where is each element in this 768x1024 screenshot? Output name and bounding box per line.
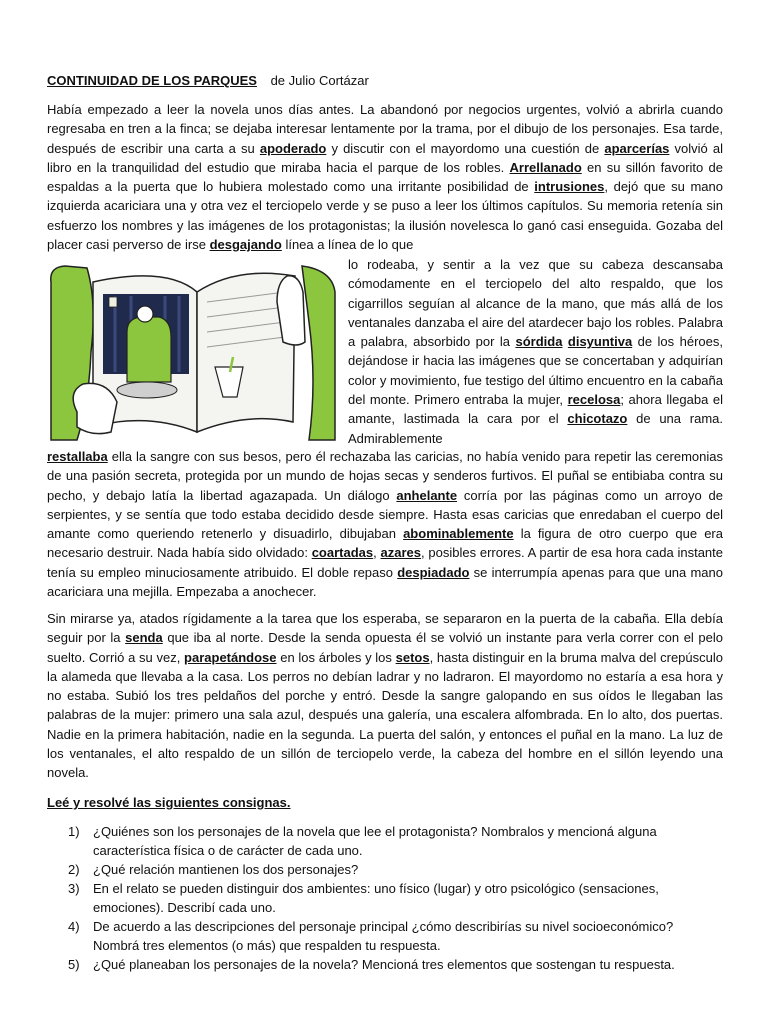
vocab-word: desgajando xyxy=(209,237,282,253)
question-item xyxy=(47,860,723,879)
vocab-word: abominablemente xyxy=(403,526,514,542)
paragraph-1 xyxy=(47,100,723,254)
body-text: y discutir con el mayordomo una cuestión de xyxy=(326,140,605,156)
vocab-word: parapetándose xyxy=(184,649,277,665)
question-number: 4) xyxy=(68,919,80,934)
body-text: , posibles errores. A partir de esa hora cada instante tenía su empleo minuciosamente atribuido. El doble repaso xyxy=(47,545,723,580)
body-text: que iba al norte. Desde la senda opuesta él se volvió un instante para verla correr con el pelo suelto. Corrió a su vez, xyxy=(47,630,723,665)
vocab-word: anhelante xyxy=(396,487,458,503)
vocab-word: azares xyxy=(380,545,421,561)
body-text: de los héroes, dejándose ir hacia las imágenes que se concertaban y adquirían color y movimiento, fue testigo del último encuentro en la cabaña del monte. Primero entraba la mujer, xyxy=(348,334,723,408)
vocab-word: recelosa xyxy=(567,392,621,408)
body-text: se interrumpía apenas para que una mano acariciara una mejilla. Empezaba a anochecer. xyxy=(47,564,723,600)
vocab-word: chicotazo xyxy=(567,411,628,427)
vocab-word: intrusiones xyxy=(534,179,605,195)
vocab-word: disyuntiva xyxy=(567,334,633,350)
question-number: 2) xyxy=(68,862,80,877)
reading-illustration xyxy=(47,262,337,442)
title-line xyxy=(47,72,369,90)
vocab-word: despiadado xyxy=(397,564,470,580)
questions-list xyxy=(47,822,723,974)
body-text: en los árboles y los xyxy=(276,649,396,665)
question-text: ¿Quiénes son los personajes de la novela que lee el protagonista? Nombralos y mencioná alguna característica física o de carácter de cada uno. xyxy=(93,824,657,858)
body-text: corría por las páginas como un arroyo de serpientes, y se sentía que todo estaba decidido desde siempre. Hasta esas caricias que enredaban el cuerpo del amante como queriendo retenerlo y disuadirlo, dibujaban xyxy=(47,487,723,542)
question-text: ¿Qué relación mantienen los dos personajes? xyxy=(93,862,359,877)
question-item xyxy=(47,822,723,860)
paragraph-2 xyxy=(47,609,723,783)
story-author: de Julio Cortázar xyxy=(270,73,369,88)
body-text: en su sillón favorito de espaldas a la puerta que lo hubiera molestado como una irritante posibilidad de xyxy=(47,159,723,195)
body-text: ella la sangre con sus besos, pero él rechazaba las caricias, no había venido para repetir las ceremonias de una pasión secreta, protegida por un mundo de hojas secas y senderos furtivos. El puñal se entibiaba contra su pecho, y debajo latía la libertad agazapada. Un diálogo xyxy=(47,449,723,503)
story-title: CONTINUIDAD DE LOS PARQUES xyxy=(47,73,257,88)
body-text: ; ahora llegaba el amante, lastimada la cara por el xyxy=(348,392,723,427)
body-text: lo rodeaba, y sentir a la vez que su cabeza descansaba cómodamente en el terciopelo del alto respaldo, que los cigarrillos seguían al alcance de la mano, que más allá de los ventanales danzaba el aire del atardecer bajo los robles. Palabra a palabra, absorbido por la xyxy=(348,257,723,350)
body-text: Había empezado a leer la novela unos días antes. La abandonó por negocios urgentes, volvió a abrirla cuando regresaba en tren a la finca; se dejaba interesar lentamente por la trama, por el dibujo de los personajes. Esa tarde, después de escribir una carta a su xyxy=(47,102,723,156)
question-item xyxy=(47,879,723,917)
question-text: En el relato se pueden distinguir dos ambientes: uno físico (lugar) y otro psicológico (sensaciones, emociones). Describí cada uno. xyxy=(93,881,659,915)
paragraph-1-continued xyxy=(47,447,723,601)
question-text: De acuerdo a las descripciones del personaje principal ¿cómo describirías su nivel socioeconómico? Nombrá tres elementos (o más) que respalden tu respuesta. xyxy=(93,919,674,953)
vocab-word: apoderado xyxy=(259,140,327,156)
question-text: ¿Qué planeaban los personajes de la novela? Mencioná tres elementos que sostengan tu respuesta. xyxy=(93,957,675,972)
vocab-word: setos xyxy=(395,649,430,665)
body-text: Sin mirarse ya, atados rígidamente a la tarea que los esperaba, se separaron en la puerta de la cabaña. Ella debía seguir por la xyxy=(47,611,723,646)
body-text: , xyxy=(373,545,381,561)
body-text: de una rama. Admirablemente xyxy=(348,411,723,446)
body-text: línea a línea de lo que xyxy=(281,237,414,253)
vocab-word: senda xyxy=(125,630,163,646)
vocab-word: Arrellanado xyxy=(509,159,582,175)
question-number: 5) xyxy=(68,957,80,972)
question-number: 3) xyxy=(68,881,80,896)
vocab-word: aparcerías xyxy=(604,140,670,156)
vocab-word: coartadas xyxy=(311,545,374,561)
vocab-word: sórdida xyxy=(515,334,563,350)
body-text: , hasta distinguir en la bruma malva del crepúsculo la alameda que llevaba a la casa. Los perros no debían ladrar y no ladraron. El mayordomo no estaría a esa hora y no estaba. Subió los tres peldaños del porche y entró. Desde la sangre galopando en sus oídos le llegaban las palabras de la mujer: primero una sala azul, después una galería, una escalera alfombrada. En lo alto, dos puertas. Nadie en la primera habitación, nadie en la segunda. La puerta del salón, y entonces el puñal en la mano. La luz de los ventanales, el alto respaldo de un sillón de terciopelo verde, la cabeza del hombre en el sillón leyendo una novela. xyxy=(47,649,723,781)
body-text: , dejó que su mano izquierda acariciara una y otra vez el terciopelo verde y se puso a leer los últimos capítulos. Su memoria retenía sin esfuerzo los nombres y las imágenes de los protagonistas; la ilusión novelesca lo ganó casi enseguida. Gozaba del placer casi perverso de irse xyxy=(47,179,723,253)
body-text: volvió al libro en la tranquilidad del estudio que miraba hacia el parque de los robles. xyxy=(47,140,724,175)
question-item xyxy=(47,955,723,974)
question-number: 1) xyxy=(68,824,80,839)
instructions-heading: Leé y resolvé las siguientes consignas. xyxy=(47,795,291,810)
question-item xyxy=(47,917,723,955)
body-text: la figura de otro cuerpo que era necesario destruir. Nada había sido olvidado: xyxy=(47,526,723,561)
paragraph-1-wrap xyxy=(348,255,723,448)
vocab-word: restallaba xyxy=(47,449,108,464)
